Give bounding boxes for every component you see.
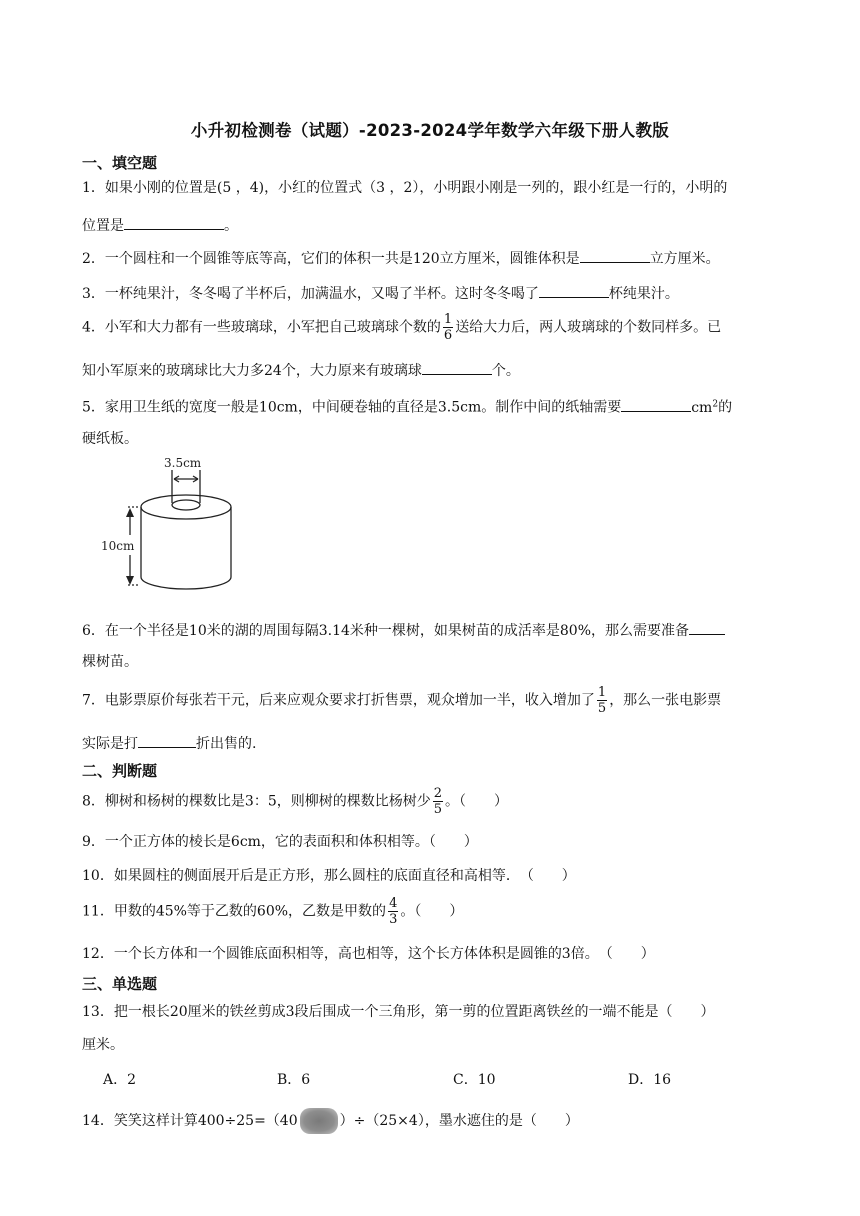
answer-blank-3[interactable] (539, 283, 609, 298)
question-8-text: 8．柳树和杨树的棵数比是3：5，则柳树的棵数比杨树少 (82, 793, 431, 810)
question-12: 12．一个长方体和一个圆锥底面积相等，高也相等，这个长方体体积是圆锥的3倍。 （ ） (82, 946, 655, 962)
question-7-line2-text: 实际是打 (82, 736, 138, 752)
question-3-text: 3．一杯纯果汁，冬冬喝了半杯后，加满温水，又喝了半杯。这时冬冬喝了 (82, 286, 539, 302)
option-a[interactable]: A．2 (103, 1072, 137, 1088)
ink-blot-image (300, 1108, 338, 1134)
question-5-suffix: 的 (718, 399, 733, 416)
figure-label-height: 10cm (101, 539, 135, 553)
fraction-two-fifths: $\frac{2}{5}$ (433, 786, 443, 817)
question-4-suffix: 个。 (491, 363, 520, 379)
question-7-text-cont: ，那么一张电影票 (609, 692, 722, 709)
question-5-line-1 (82, 395, 732, 417)
answer-blank-5[interactable] (621, 397, 691, 412)
section-heading-fill-blank: 一、填空题 (82, 154, 158, 172)
arrow-up-icon (126, 508, 134, 517)
option-b[interactable]: B．6 (277, 1072, 311, 1088)
question-3 (82, 283, 679, 303)
question-1-line-2 (82, 215, 238, 235)
question-6-line-1 (82, 620, 725, 640)
question-4-line2-text: 知小军原来的玻璃球比大力多24个，大力原来有玻璃球 (82, 363, 422, 379)
question-1-line-1: 1．如果小刚的位置是(5 ，4)，小红的位置式（3 ，2），小明跟小刚是一列的，跟小红是一行的，小明的 (82, 180, 728, 196)
question-3-suffix: 杯纯果汁。 (608, 286, 679, 302)
question-8 (82, 786, 508, 817)
section-heading-true-false: 二、判断题 (82, 762, 158, 780)
option-c[interactable]: C．10 (453, 1072, 496, 1088)
question-1-suffix: 。 (224, 218, 238, 234)
question-2 (82, 248, 720, 268)
question-7-line-2 (82, 733, 256, 753)
answer-blank-7[interactable] (138, 733, 196, 748)
question-11-answer-paren[interactable]: 。（ ） (400, 903, 464, 920)
question-8-answer-paren[interactable]: 。（ ） (445, 793, 509, 810)
question-11 (82, 896, 463, 927)
question-13-line-2: 厘米。 (82, 1037, 124, 1053)
question-6-line-2: 棵树苗。 (82, 654, 138, 670)
option-d[interactable]: D．16 (628, 1072, 672, 1088)
question-4-text: 4．小军和大力都有一些玻璃球，小军把自己玻璃球个数的 (82, 319, 441, 336)
figure-label-diameter: 3.5cm (164, 456, 202, 470)
question-6-text: 6．在一个半径是10米的湖的周围每隔3.14米种一棵树，如果树苗的成活率是80%，那么需要准备 (82, 623, 690, 639)
question-9: 9．一个正方体的棱长是6cm，它的表面积和体积相等。（ ） (82, 834, 478, 850)
answer-blank-4[interactable] (422, 360, 492, 375)
fraction-one-fifth: $\frac{1}{5}$ (597, 685, 607, 716)
question-2-suffix: 立方厘米。 (649, 251, 720, 267)
unit-cm2: $cm^2$ (691, 399, 719, 416)
question-14-text-cont: ）÷（25×4），墨水遮住的是（ ） (339, 1113, 579, 1129)
answer-blank-1[interactable] (124, 215, 224, 230)
question-11-text: 11．甲数的45%等于乙数的60%，乙数是甲数的 (82, 903, 387, 920)
question-7-line-1 (82, 685, 721, 716)
fraction-four-thirds: $\frac{4}{3}$ (389, 896, 398, 927)
question-1-prefix: 位置是 (82, 218, 124, 234)
section-heading-multiple-choice: 三、单选题 (82, 975, 158, 993)
question-4-line-1 (82, 312, 721, 343)
question-10: 10．如果圆柱的侧面展开后是正方形，那么圆柱的底面直径和高相等． （ ） (82, 868, 576, 884)
question-4-line-2 (82, 360, 520, 380)
question-13-line-1: 13．把一根长20厘米的铁丝剪成3段后围成一个三角形，第一剪的位置距离铁丝的一端不能是（ ） (82, 1004, 715, 1020)
fraction-one-sixth: $\frac{1}{6}$ (443, 312, 453, 343)
question-4-text-cont: 送给大力后，两人玻璃球的个数同样多。已 (455, 319, 722, 336)
answer-blank-2[interactable] (580, 248, 650, 263)
question-5-text: 5．家用卫生纸的宽度一般是10cm，中间硬卷轴的直径是3.5cm。制作中间的纸轴需要 (82, 399, 622, 416)
arrow-down-icon (126, 576, 134, 585)
toilet-roll-figure (98, 455, 248, 595)
question-7-suffix: 折出售的. (196, 736, 257, 752)
answer-blank-6[interactable] (689, 620, 725, 635)
page-title: 小升初检测卷（试题）-2023-2024学年数学六年级下册人教版 (190, 121, 670, 140)
question-5-line-2: 硬纸板。 (82, 431, 138, 447)
question-14-text: 14．笑笑这样计算400÷25=（40 (82, 1113, 298, 1129)
question-14 (82, 1108, 579, 1134)
question-2-text: 2．一个圆柱和一个圆锥等底等高，它们的体积一共是120立方厘米，圆锥体积是 (82, 251, 580, 267)
question-7-text: 7．电影票原价每张若干元，后来应观众要求打折售票，观众增加一半，收入增加了 (82, 692, 595, 709)
